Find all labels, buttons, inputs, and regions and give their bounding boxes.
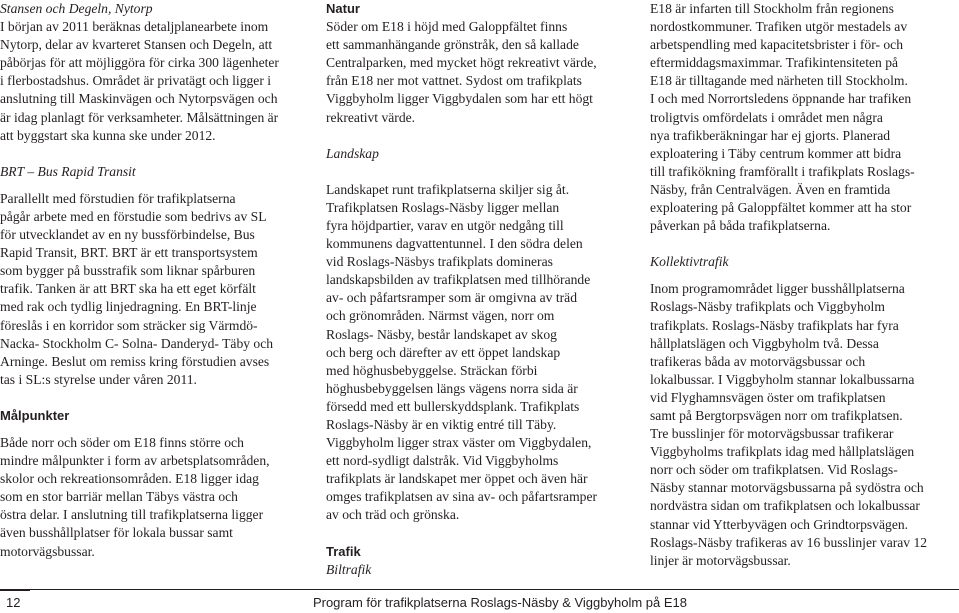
text-line: trafikplats. Roslags-Näsby trafikplats har fyra [650, 317, 899, 333]
footer-divider [0, 589, 959, 590]
text-line: Trafikplatsen Roslags-Näsby ligger mellan [326, 199, 560, 215]
spacer [0, 145, 300, 163]
text-line: föreslås i en korridor som sträcker sig Värmdö- [0, 317, 258, 333]
text-line: kommunens dagvattentunnel. I den södra delen [326, 236, 583, 252]
column-2 [326, 0, 624, 579]
text-line: Nytorp, delar av kvarteret Stansen och Degeln, att [0, 37, 273, 53]
text-line: hållplatslägen och Viggbyholm två. Dessa [650, 335, 879, 351]
text-line: Söder om E18 i höjd med Galoppfältet finns [326, 19, 568, 35]
text-line: till trafikökning framförallt i trafikplats Roslags- [650, 163, 915, 179]
paragraph-stansen [0, 18, 300, 145]
text-line: skolor och rekreationsområden. E18 ligger idag [0, 471, 259, 487]
section-heading-natur: Natur [326, 1, 360, 16]
paragraph-biltrafik [650, 0, 956, 235]
text-line: Roslags-Näsby är en viktig entré till Täby. [326, 416, 557, 432]
text-line: motorvägsbussar. [0, 543, 95, 559]
text-line: exploatering på Galoppfältet kommer att ha stor [650, 200, 912, 216]
text-line: fyra höjdpartier, varav en utgör nedgång till [326, 217, 564, 233]
text-line: landskapsbilden av trafikplatsen med tillhörande [326, 272, 591, 288]
text-line: arbetspendling med kapacitetsbrister i för- och [650, 37, 904, 53]
footer-divider-accent [0, 589, 30, 591]
text-line: I början av 2011 beräknas detaljplanearbete inom [0, 19, 269, 35]
spacer [326, 127, 624, 145]
text-line: nya trafikberäkningar har ej gjorts. Planerad [650, 127, 891, 143]
text-line: eftermiddagsmaximmar. Trafikintensiteten på [650, 55, 899, 71]
text-line: från E18 ner mot vattnet. Sydost om trafikplats [326, 73, 582, 89]
text-line: med rak och tydlig linjedragning. En BRT-linje [0, 299, 257, 315]
paragraph-brt [0, 190, 300, 389]
text-line: påbörjas för att möjliggöra för cirka 300 lägenheter [0, 55, 279, 71]
text-line: att byggstart ska kunna ske under 2012. [0, 127, 216, 143]
subheading-biltrafik: Biltrafik [326, 561, 372, 577]
text-line: Roslags-Näsby trafikeras av 16 busslinjer varav 12 [650, 534, 928, 550]
text-line: norr och söder om trafikplatsen. Vid Roslags- [650, 462, 898, 478]
text-line: Centralparken, med mycket högt rekreativt värde, [326, 55, 597, 71]
text-line: för utvecklandet av en ny bussförbindelse, Bus [0, 227, 255, 243]
text-line: Nacka- Stockholm C- Solna- Danderyd- Täby och [0, 335, 274, 351]
text-line: Näsby, från Centralvägen. Även en framtida [650, 181, 891, 197]
text-line: I och med Norrortsledens öppnande har trafiken [650, 91, 912, 107]
text-line: Roslags- Näsby, består landskapet av skog [326, 326, 557, 342]
text-line: Viggbyholm ligger strax väster om Viggbydalen, [326, 435, 592, 451]
text-line: E18 är tilltagande med närheten till Stockholm. [650, 73, 908, 89]
section-heading-kollektivtrafik: Kollektivtrafik [650, 254, 729, 270]
spacer [650, 271, 956, 280]
text-line: stannar vid Ytterbyvägen och Grindtorpsvägen. [650, 516, 909, 532]
text-line: nordvästra sidan om trafikplatsen och lokalbussar [650, 498, 920, 514]
text-line: trafikeras båda av motorvägsbussar och [650, 353, 866, 369]
text-line: anslutning till Maskinvägen och Nytorpsvägen och [0, 91, 278, 107]
paragraph-landskap [326, 181, 624, 525]
section-heading-landskap: Landskap [326, 145, 379, 161]
spacer [326, 525, 624, 543]
text-line: trafik. Tanken är att BRT ska ha ett eget körfält [0, 281, 256, 297]
text-line: Inom programområdet ligger busshållplatserna [650, 281, 905, 297]
text-line: Arninge. Beslut om remiss kring förstudien avses [0, 353, 270, 369]
paragraph-natur [326, 18, 624, 127]
text-line: höghusbebyggelsen längs vägens norra sida är [326, 380, 578, 396]
text-line: ett sammanhängande grönstråk, den så kallade [326, 37, 579, 53]
spacer [0, 181, 300, 190]
text-line: som en stor barriär mellan Täbys västra och [0, 489, 238, 505]
text-line: lokalbussar. I Viggbyholm stannar lokalbussarna [650, 371, 915, 387]
text-line: östra delar. I anslutning till trafikplatserna ligger [0, 507, 264, 523]
text-line: av och träd och grönska. [326, 507, 460, 523]
text-line: och grönområden. Närmst vägen, norr om [326, 308, 555, 324]
spacer [0, 389, 300, 407]
text-line: omges trafikplatsen av sina av- och påfartsramper [326, 489, 598, 505]
text-line: tas i SL:s styrelse under våren 2011. [0, 371, 197, 387]
section-heading-malpunkter: Målpunkter [0, 407, 70, 423]
footer-title: Program för trafikplatserna Roslags-Näsby & Viggbyholm på E18 [312, 595, 687, 610]
spacer [326, 163, 624, 181]
text-line: Parallellt med förstudien för trafikplatserna [0, 190, 236, 206]
paragraph-malpunkter [0, 434, 300, 561]
text-line: som bygger på busstrafik som liknar spårburen [0, 263, 256, 279]
text-line: försedd med ett bullerskyddsplank. Trafikplats [326, 398, 580, 414]
text-line: av- och påfartsramper som är omgivna av träd [326, 290, 578, 306]
text-line: linjer är motorvägsbussar. [650, 552, 791, 568]
text-line: pågår arbete med en förstudie som bedrivs av SL [0, 208, 267, 224]
text-line: mindre målpunkter i form av arbetsplatsområden, [0, 453, 270, 469]
section-heading-brt: BRT – Bus Rapid Transit [0, 163, 136, 179]
text-line: E18 är infarten till Stockholm från regionens [650, 1, 894, 16]
text-line: med höghusbebyggelse. Sträckan förbi [326, 362, 538, 378]
text-line: nordostkommuner. Trafiken utgör mestadels av [650, 19, 908, 35]
text-line: påverkan på båda trafikplatserna. [650, 218, 831, 234]
section-heading-stansen: Stansen och Degeln, Nytorp [0, 1, 153, 16]
text-line: Både norr och söder om E18 finns större och [0, 434, 244, 450]
text-line: samt på Bergtorpsvägen norr om trafikplatsen. [650, 407, 903, 423]
text-line: Tre busslinjer för motorvägsbussar trafikerar [650, 426, 894, 442]
text-line: Viggbyholms trafikplats idag med hållplatslägen [650, 444, 915, 460]
page-number: 12 [6, 595, 21, 610]
text-line: och berg och därefter av ett öppet landskap [326, 344, 561, 360]
column-1 [0, 0, 300, 561]
spacer [650, 235, 956, 253]
text-line: i flerbostadshus. Området är privatägt och ligger i [0, 73, 272, 89]
text-line: även busshållplatser för lokala bussar samt [0, 525, 233, 541]
text-line: Landskapet runt trafikplatserna skiljer sig åt. [326, 181, 570, 197]
text-line: vid Roslags-Näsbys trafikplats domineras [326, 254, 553, 270]
text-line: Näsby stannar motorvägsbussarna på sydöstra och [650, 480, 924, 496]
text-line: ett nord-sydligt dalstråk. Vid Viggbyholms [326, 453, 559, 469]
text-line: exploatering i Täby centrum kommer att bidra [650, 145, 902, 161]
column-3 [650, 0, 956, 570]
text-line: Roslags-Näsby trafikplats och Viggbyholm [650, 299, 885, 315]
text-line: troligtvis omfördelats i området men några [650, 109, 883, 125]
text-line: är idag planlagt för verksamheter. Målsättningen är [0, 109, 279, 125]
paragraph-kollektivtrafik [650, 280, 956, 570]
section-heading-trafik: Trafik [326, 543, 361, 559]
text-line: rekreativt värde. [326, 109, 416, 125]
spacer [0, 425, 300, 434]
text-line: Rapid Transit, BRT. BRT är ett transportsystem [0, 245, 258, 261]
text-line: Viggbyholm ligger Viggbydalen som har ett högt [326, 91, 593, 107]
text-line: vid Flyghamnsvägen öster om trafikplatsen [650, 389, 886, 405]
text-line: trafikplats är landskapet mer öppet och även här [326, 471, 588, 487]
